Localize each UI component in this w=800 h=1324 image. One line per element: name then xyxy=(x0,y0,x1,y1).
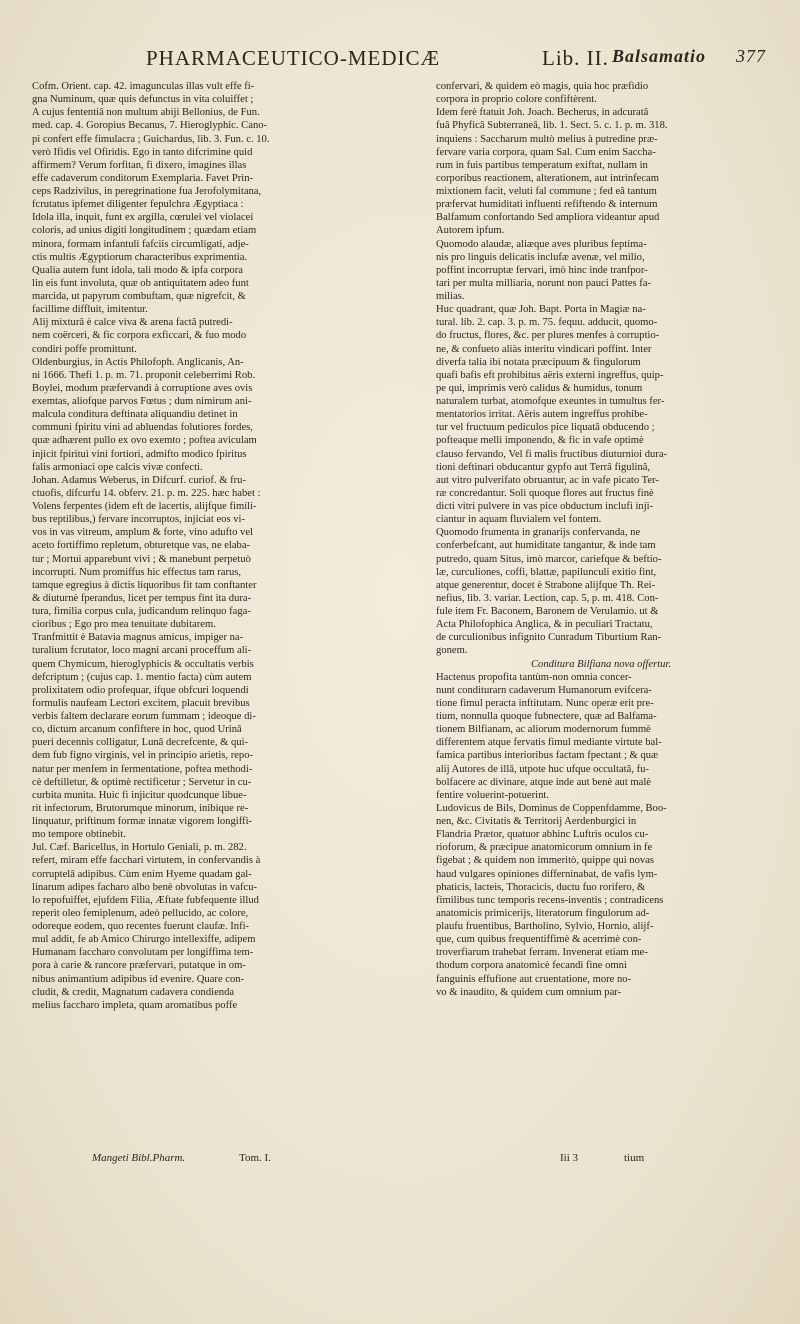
text-line: Balfamum confortando Sed ampliora videantur apud xyxy=(436,212,660,224)
left-column xyxy=(32,80,352,1012)
text-line: tari per multa milliaria, norunt non pauci Pattes fa- xyxy=(436,277,652,289)
text-line: fervare varia corpora, quam Sal. Cum enim Saccha- xyxy=(436,146,656,158)
text-line: Quomodo frumenta in granarijs confervanda, ne xyxy=(436,527,641,539)
text-line: fuâ Phyficâ Subterraneâ, lib. 1. Sect. 5. c. 1. p. m. 318. xyxy=(436,120,668,132)
text-line: inquiens : Saccharum multò melius à putredine præ- xyxy=(436,133,658,145)
text-line: nis pro linguis delicatis inclufæ avenæ, vel milio, xyxy=(436,251,645,263)
text-line: cludit, & credit, Magnatum cadavera condienda xyxy=(32,986,235,998)
text-line: læ, curculiones, coffi, blattæ, papilunculi exitio fint, xyxy=(436,566,657,578)
text-line: clauso fervando, Vel fi malis fructibus diuturnioi dura- xyxy=(436,448,668,460)
text-line: præfervat humiditati influenti refiftendo & internum xyxy=(436,199,658,211)
text-line: Idola illa, inquit, funt ex argilla, cœrulei vel violacei xyxy=(32,212,254,224)
text-line: Hactenus propofita tantùm-non omnia concer- xyxy=(436,671,632,683)
right-column xyxy=(436,80,766,999)
text-line: facillime diffluit, imitentur. xyxy=(32,304,148,316)
text-line: cè deftilletur, & optimè rectificetur ; Servetur in cu- xyxy=(32,776,252,788)
text-line: dicti vitri pulvere in vas pice obductum inclufi inji- xyxy=(436,501,654,512)
page-number: 377 xyxy=(736,46,766,66)
text-line: incorrupti. Num promiffus hic effectus tam rarus, xyxy=(32,566,242,578)
text-line: mo tempore obtinebit. xyxy=(32,829,126,841)
text-line: aceto fortiffimo repletum, obturetque vas, ne elaba- xyxy=(32,540,251,552)
text-line: med. cap. 4. Goropius Becanus, 7. Hieroglyphic. Cano- xyxy=(32,120,268,132)
text-line: Tranfmittit è Batavia magnus amicus, impiger na- xyxy=(32,632,244,644)
text-line: reperit oleo femiplenum, adeò pellucido, ac colore, xyxy=(32,907,249,919)
text-line: lin eis funt involuta, quæ ob antiquitatem adeo funt xyxy=(32,277,249,289)
text-line: vos in vas vitreum, amplum & forte, vino adufto vel xyxy=(32,527,253,539)
text-line: confervari, & quidem eò magis, quia hoc præfidio xyxy=(436,81,649,92)
text-line: ctis multis Ægyptiorum characteribus exprimentia. xyxy=(32,251,248,263)
text-line: fule item Fr. Baconem, Baronem de Verulamio. ut & xyxy=(436,606,659,617)
text-line: effe cadaverum conditorum Exemplaria. Favet Prin- xyxy=(32,172,254,184)
text-line: rit infectorum, Brutorumque minorum, inibique re- xyxy=(32,802,249,814)
text-line: Flandria Prætor, quatuor abhinc Luftris oculos cu- xyxy=(436,829,649,841)
text-line: vo & inaudito, & quidem cum omnium par- xyxy=(436,986,622,998)
text-line: figebat ; & quidem non immeritò, quippe qui novas xyxy=(436,855,655,867)
text-line: nibus animantium adipibus id evenire. Quare con- xyxy=(32,973,245,985)
catchword: tium xyxy=(624,1152,645,1164)
text-line: ræ concredantur. Soli quoque flores aut fructus finè xyxy=(436,487,654,499)
text-line: ceps Radzivilus, in peregrinatione fua Jerofolymitana, xyxy=(32,186,262,197)
text-line: famica partibus interioribus factam fpectant ; & quæ xyxy=(436,750,659,762)
text-line: tione fimul peracta inftitutam. Nunc operæ erit pre- xyxy=(436,697,654,709)
text-line: curbita munita. Huic fi injicitur quodcunque libue- xyxy=(32,789,247,801)
text-line: defcriptum ; (cujus cap. 1. mentio facta) cùm autem xyxy=(32,671,252,683)
text-line: que, cum quibus frequentiffimè & acerrimè con- xyxy=(436,934,642,946)
text-line: formulis naufeam Lectori excitem, placuit brevibus xyxy=(32,697,250,709)
text-line: conferbefcant, aut humiditate tangantur, & inde tam xyxy=(436,540,656,552)
text-line: mul addit, fe ab Amico Chirurgo intellexiffe, adipem xyxy=(32,934,256,946)
text-line: melius faccharo impleta, quam aromatibus poffe xyxy=(32,999,238,1011)
book-label: Lib. II. xyxy=(542,46,609,70)
text-line: natur per menfem in fermentatione, poftea methodi- xyxy=(32,763,253,775)
text-line: tamque egregius à dictis liquoribus fit tam conftanter xyxy=(32,579,257,591)
text-line: A cujus fententiâ non multum abiji Bellonius, de Fun. xyxy=(32,107,260,119)
text-line: Acta Philofophica Anglica, & in peculiari Tractatu, xyxy=(436,619,653,631)
text-line: plaufu fruentibus, Bartholino, Sylvio, Hornio, alijf- xyxy=(436,921,654,932)
text-line: tur vel fructuum pediculos pice liquatâ obducendo ; xyxy=(436,422,655,434)
text-line: fimilibus tunc temporis recens-inventis ; contradicens xyxy=(436,894,664,906)
footer-title: Mangeti Bibl.Pharm. xyxy=(92,1152,186,1164)
text-line: bolfacere ac divinare, atque inde aut benè aut malè xyxy=(436,776,651,788)
text-line: fentire voluerint-potuerint. xyxy=(436,789,549,801)
text-line: pueri decennis colligatur, Lunâ decrefcente, & qui- xyxy=(32,737,249,749)
footer-volume: Tom. I. xyxy=(239,1152,271,1164)
text-line: ciantur in aquam fluvialem vel fontem. xyxy=(436,514,602,526)
text-line: pi confert effe fimulacra ; Guichardus, lib. 3. Fun. c. 10. xyxy=(32,133,270,145)
text-line: falis armoniaci ope calcis vivæ confecti. xyxy=(32,461,203,473)
text-line: thodum corpora anatomicè fecandi fine omni xyxy=(436,960,627,972)
text-line: pe qui, imprimis verò calidus & humidus, tonum xyxy=(436,382,643,394)
text-line: do fructus, flores, &c. per plures menfes à corruptio- xyxy=(436,330,660,342)
text-line: aut vitro pulverifato obruantur, ac in vafe picato Ter- xyxy=(436,474,659,486)
text-line: bus reptilibus,) fervare incorruptos, injiciat eos vi- xyxy=(32,514,245,526)
text-line: corporibus reactionem, alterationem, aut intrinfecam xyxy=(436,172,659,184)
text-line: linquatur, priftinum formæ innatæ vigorem longiffi- xyxy=(32,816,253,827)
text-line: quæ adhærent pullo ex ovo exemto ; poftea aviculam xyxy=(32,435,257,447)
text-line: Oldenburgius, in Actis Philofoph. Anglicanis, An- xyxy=(32,356,244,368)
text-line: putredo, quam Situs, imò marcor, cariefque & beftio- xyxy=(436,553,662,565)
text-line: Autorem ipfum. xyxy=(436,225,505,237)
text-line: communi fpiritu vini ad abluendas folutiores fordes, xyxy=(32,422,253,434)
text-line: minora, formam infantuli fafciis circumligati, adje- xyxy=(32,238,249,250)
text-line: nefius, lib. 3. variar. Lection, cap. 5, p. m. 418. Con- xyxy=(436,592,659,604)
text-line: fcrutatus ipfemet diligenter fepulchra Ægyptiaca : xyxy=(32,199,244,211)
text-line: & diuturnè fperandus, licet per tempus fint ita dura- xyxy=(32,592,252,604)
text-line: lo repofuiffet, ejufdem Filia, Æftate fubfequente illud xyxy=(32,894,259,906)
text-line: diverfa talia ibi notata præcipuum & fingulorum xyxy=(436,356,641,368)
text-line: refert, miram effe facchari virtutem, in confervandis à xyxy=(32,855,261,867)
text-line: tural. lib. 2. cap. 3. p. m. 75. fequu. adducit, quomo- xyxy=(436,317,658,329)
text-line: corpora in proprio colore confiftèrent. xyxy=(436,94,597,106)
text-line: Qualia autem funt idola, tali modo & ipfa corpora xyxy=(32,264,243,276)
text-line: tur ; Mortui apparebunt vivi ; & manebunt perpetuò xyxy=(32,553,251,565)
text-line: alij Autores de illâ, utpote huc ufque occultatâ, fu- xyxy=(436,763,649,775)
text-line: turalium fcrutator, loco magni arcani proceffum ali- xyxy=(32,645,252,657)
text-line: cioribus ; Ego pro mea tenuitate dubitarem. xyxy=(32,619,216,631)
text-line: affirmem? Verum forfitan, fi dixero, imagines illas xyxy=(32,159,247,171)
text-line: gna Numinum, quæ quis defunctus in vita coluiffet ; xyxy=(32,94,254,106)
text-line: gonem. xyxy=(436,645,468,657)
text-line: marcida, ut papyrum combuftam, quæ nigrefcit, & xyxy=(32,291,246,302)
text-line: naturalem turbat, atomofque exeuntes in tumultus fer- xyxy=(436,396,665,407)
text-line: milias. xyxy=(436,291,465,302)
text-line: Ludovicus de Bils, Dominus de Coppenfdamme, Boo- xyxy=(436,802,667,814)
text-line: Boylei, modum præfervandi à corruptione aves ovis xyxy=(32,382,253,394)
text-line: condiri poffe promittunt. xyxy=(32,343,137,355)
text-line: ne, & confueto aliàs interitu vindicari poffint. Inter xyxy=(436,343,652,355)
text-line: verbis faltem declarare eorum fummam ; ideoque di- xyxy=(32,711,256,722)
text-line: co, dictum arcanum confiftere in hoc, quod Urinâ xyxy=(32,724,242,736)
text-line: mentatorios irritat. Aëris autem ingreffus prohibe- xyxy=(436,409,648,421)
text-line: pora à carie & rancore præfervari, putatque in om- xyxy=(32,960,246,972)
text-line: Quomodo alaudæ, aliæque aves pluribus feptima- xyxy=(436,238,647,250)
text-line: nem coërceri, & fic corpora exficcari, & fuo modo xyxy=(32,330,247,342)
text-line: Cofm. Orient. cap. 42. imagunculas illas vult effe fi- xyxy=(32,81,255,92)
text-line: corruptelâ adipibus. Cùm enim Hyeme quadam gal- xyxy=(32,868,252,880)
text-line: mixtionem facit, veluti fal commune ; fed eâ tantum xyxy=(436,186,657,197)
text-line: malcula conditura deftinata aliquandiu detinet in xyxy=(32,409,238,421)
text-line: Volens ferpentes (idem eft de lacertis, alijfque fimili- xyxy=(32,501,257,512)
text-line: coloris, ad unius digiti longitudinem ; quædam etiam xyxy=(32,225,257,237)
text-line: prolixitatem odio profequar, ifque obfcuri loquendi xyxy=(32,684,249,696)
text-line: pofteaque melli imponendo, & fic in vafe optimè xyxy=(436,435,644,447)
text-line: linarum adipes facharo albo benè obvolutas in vafcu- xyxy=(32,881,258,893)
text-line: phaticis, lacteis, Thoracicis, ductu fuo rorifero, & xyxy=(436,881,646,893)
text-line: Jul. Cæf. Baricellus, in Hortulo Geniali, p. m. 282. xyxy=(32,842,247,854)
running-title: PHARMACEUTICO-MEDICÆ xyxy=(146,46,441,70)
section-label: Balsamatio xyxy=(612,46,707,66)
text-line: quem Chymicum, hieroglyphicis & occultatis verbis xyxy=(32,658,254,670)
text-line: verò Ifidis vel Ofiridis. Ego in tanto difcrimine quid xyxy=(32,146,253,158)
section-heading: Conditura Bilfiana nova offertur. xyxy=(530,658,672,670)
text-line: tura, fimilia corpus cula, judicandum relinquo faga- xyxy=(32,606,251,617)
text-line: anatomicis primicerijs, literatorum fingulorum ad- xyxy=(436,907,650,919)
text-line: nunt conditurarn cadaverum Humanorum evifcera- xyxy=(436,684,652,696)
text-line: injicit fpiritui vini fortiori, admifto modico fpiritus xyxy=(32,448,247,460)
text-line: nen, &c. Civitatis & Territorij Aerdenburgici in xyxy=(436,816,637,827)
text-line: ctuofis, difcurfu 14. obferv. 21. p. m. 225. hæc habet : xyxy=(32,487,261,499)
text-line: odoreque eodem, quo recentes fuerunt claufæ. Infi- xyxy=(32,921,250,932)
text-line: tium, nonnulla quoque fubnectere, quæ ad Balfama- xyxy=(436,711,657,722)
text-line: tionem Bilfianam, ac aliorum modernorum fummè xyxy=(436,724,651,736)
text-line: Johan. Adamus Weberus, in Difcurf. curiof. & fru- xyxy=(32,474,247,486)
text-line: Humanam faccharo convolutam per longiffima tem- xyxy=(32,947,254,959)
text-line: Huc quadrant, quæ Joh. Bapt. Porta in Magiæ na- xyxy=(436,304,646,316)
text-line: Alij mixturâ è calce viva & arena factâ putredi- xyxy=(32,317,233,329)
text-line: rioforum, & præcipue anatomicorum omnium in fe xyxy=(436,842,653,854)
text-line: haud vulgares opiniones differninabat, de vafis lym- xyxy=(436,868,658,880)
running-head xyxy=(146,46,776,72)
text-line: ni 1666. Thefi 1. p. m. 71. proponit celeberrimi Rob. xyxy=(32,369,256,381)
text-line: fanguinis effufione aut cruentatione, more no- xyxy=(436,973,632,985)
text-line: troverfiarum trahebat ferram. Invenerat etiam me- xyxy=(436,947,648,959)
signature-mark: Iii 3 xyxy=(560,1152,579,1164)
text-line: Idem ferè ftatuit Joh. Joach. Becherus, in adcuratâ xyxy=(436,107,649,119)
text-line: rum in fuis partibus temperatum exiftat, nullam in xyxy=(436,159,648,171)
text-line: exemtas, aliofque parvos Fœtus ; dum nimirum ani- xyxy=(32,396,252,407)
text-line: dem fub figno virginis, vel in principio arietis, repo- xyxy=(32,750,254,762)
text-line: atque generentur, docet è Strabone alijfque Th. Rei- xyxy=(436,579,656,591)
text-line: poffint incorruptæ fervari, imò hinc inde tranfpor- xyxy=(436,264,648,276)
text-line: differentem atque fervatis fimul mediante virtute bal- xyxy=(436,737,662,749)
text-line: tioni deftinari obducantur gypfo aut Terrâ figulinâ, xyxy=(436,461,651,473)
text-line: quafi bafis eft prohibitus aëris externi ingreffus, quip- xyxy=(436,369,664,381)
text-line: de curculionibus infignito Cunradum Tiburtium Ran- xyxy=(436,632,662,644)
